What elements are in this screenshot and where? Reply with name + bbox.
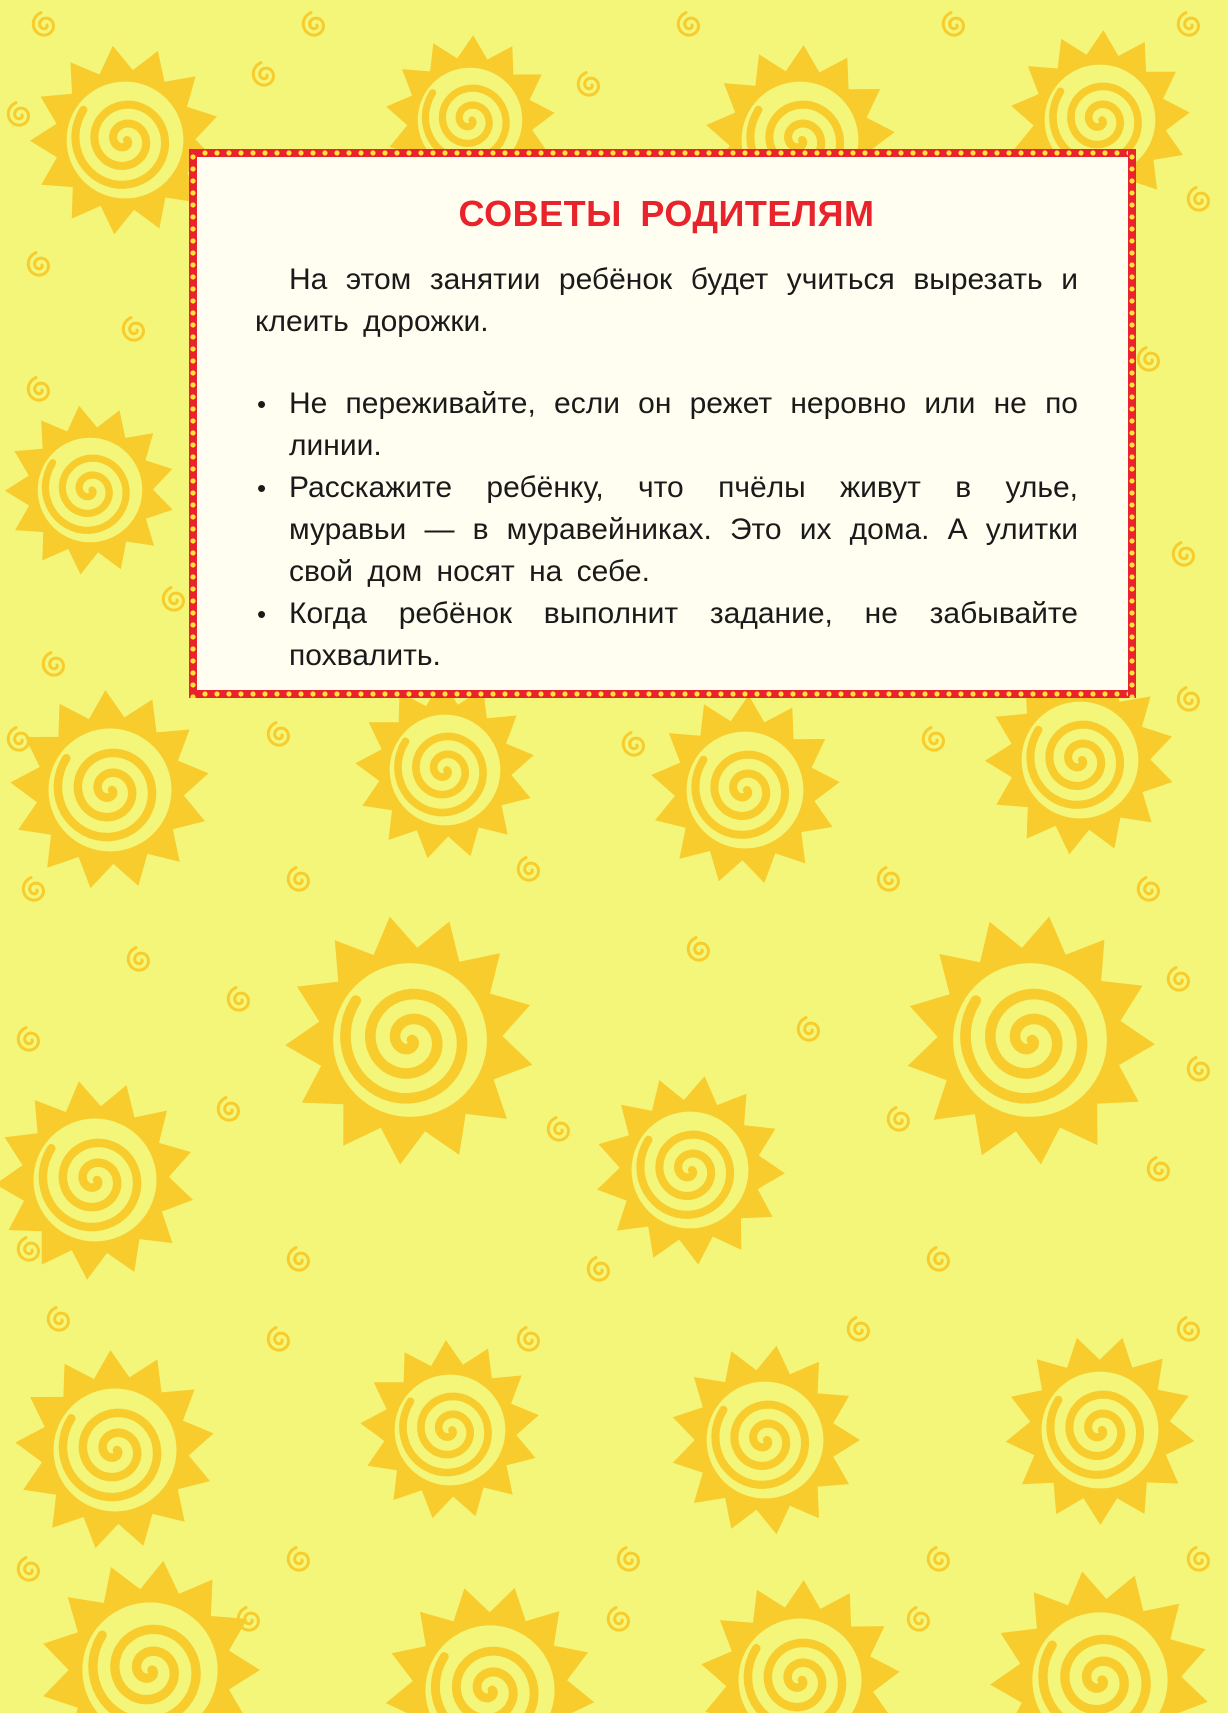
sun-icon [5, 406, 173, 575]
swirl-icon [1178, 1318, 1198, 1341]
swirl-icon [588, 1258, 608, 1281]
swirl-icon [1178, 13, 1198, 35]
tip-text: Не переживайте, если он режет неровно или не по линии. [289, 387, 1078, 462]
swirl-icon [623, 733, 643, 756]
swirl-icon [303, 13, 323, 35]
bullet-icon: • [257, 599, 267, 629]
swirl-icon [1178, 688, 1198, 711]
swirl-icon [163, 588, 183, 611]
swirl-icon [268, 723, 288, 746]
dotted-frame-bottom [197, 690, 1128, 698]
swirl-icon [1168, 968, 1188, 991]
swirl-icon [1138, 348, 1158, 371]
swirl-icon [928, 1548, 948, 1571]
tip-item [255, 593, 1078, 677]
swirl-icon [123, 318, 143, 341]
swirl-icon [288, 868, 308, 891]
swirl-icon [1173, 543, 1193, 566]
swirl-icon [608, 1608, 628, 1631]
swirl-icon [943, 13, 963, 35]
dotted-frame-top [197, 149, 1128, 157]
swirl-icon [798, 1018, 818, 1041]
tips-intro: На этом занятии ребёнок будет учиться вырезать и клеить дорожки. [255, 263, 1078, 338]
swirl-icon [33, 13, 53, 35]
swirl-icon [618, 1548, 638, 1571]
sun-icon [43, 1561, 260, 1713]
swirl-icon [48, 1308, 68, 1331]
tip-item [255, 383, 1078, 467]
tip-text: Когда ребёнок выполнит задание, не забывайте похвалить. [289, 597, 1078, 672]
swirl-icon [908, 1608, 928, 1631]
swirl-icon [218, 1098, 238, 1121]
swirl-icon [1138, 878, 1158, 901]
bullet-icon: • [257, 473, 267, 503]
swirl-icon [888, 1108, 908, 1131]
swirl-icon [128, 948, 148, 971]
tip-text: Расскажите ребёнку, что пчёлы живут в улье, муравьи — в муравейниках. Это их дома. А улитки свой дом носят на себе. [289, 471, 1078, 588]
swirl-icon [518, 858, 538, 881]
swirl-icon [18, 1558, 38, 1581]
dotted-frame-left [189, 149, 197, 698]
swirl-icon [923, 728, 943, 751]
parent-tips-panel [197, 157, 1128, 690]
swirl-icon [1188, 1058, 1208, 1081]
swirl-icon [288, 1548, 308, 1571]
swirl-icon [518, 1328, 538, 1351]
swirl-icon [578, 73, 598, 96]
swirl-icon [678, 13, 698, 35]
tips-title: СОВЕТЫ РОДИТЕЛЯМ [458, 193, 875, 234]
sun-icon [651, 695, 840, 883]
sun-icon [285, 917, 532, 1165]
tip-item [255, 467, 1078, 593]
sun-icon [0, 1081, 193, 1279]
sun-icon [908, 917, 1155, 1165]
sun-icon [597, 1076, 785, 1265]
sun-icon [360, 1340, 539, 1518]
swirl-icon [18, 1238, 38, 1261]
swirl-icon [878, 868, 898, 891]
swirl-icon [8, 103, 28, 126]
sun-icon [15, 1350, 213, 1548]
swirl-icon [1148, 1158, 1168, 1181]
sun-icon [673, 1346, 860, 1535]
swirl-icon [253, 63, 273, 86]
tips-list [255, 383, 1078, 677]
parent-tips-card [189, 149, 1136, 698]
swirl-icon [268, 1328, 288, 1351]
swirl-icon [1188, 1548, 1208, 1571]
swirl-icon [688, 938, 708, 961]
swirl-icon [288, 1248, 308, 1271]
swirl-icon [43, 653, 63, 676]
swirl-icon [928, 1248, 948, 1271]
sun-icon [10, 690, 208, 888]
swirl-icon [548, 1118, 568, 1141]
swirl-icon [28, 253, 48, 276]
bullet-icon: • [257, 389, 267, 419]
swirl-icon [848, 1318, 868, 1341]
swirl-icon [228, 988, 248, 1011]
swirl-icon [28, 378, 48, 401]
dotted-frame-right [1128, 149, 1136, 698]
swirl-icon [1188, 188, 1208, 211]
sun-icon [701, 1580, 899, 1713]
swirl-icon [23, 878, 43, 901]
sun-icon [355, 680, 534, 858]
swirl-icon [8, 728, 28, 751]
sun-icon [990, 1571, 1208, 1713]
sun-icon [1006, 1338, 1195, 1525]
sun-icon [386, 1588, 595, 1713]
swirl-icon [18, 1028, 38, 1051]
